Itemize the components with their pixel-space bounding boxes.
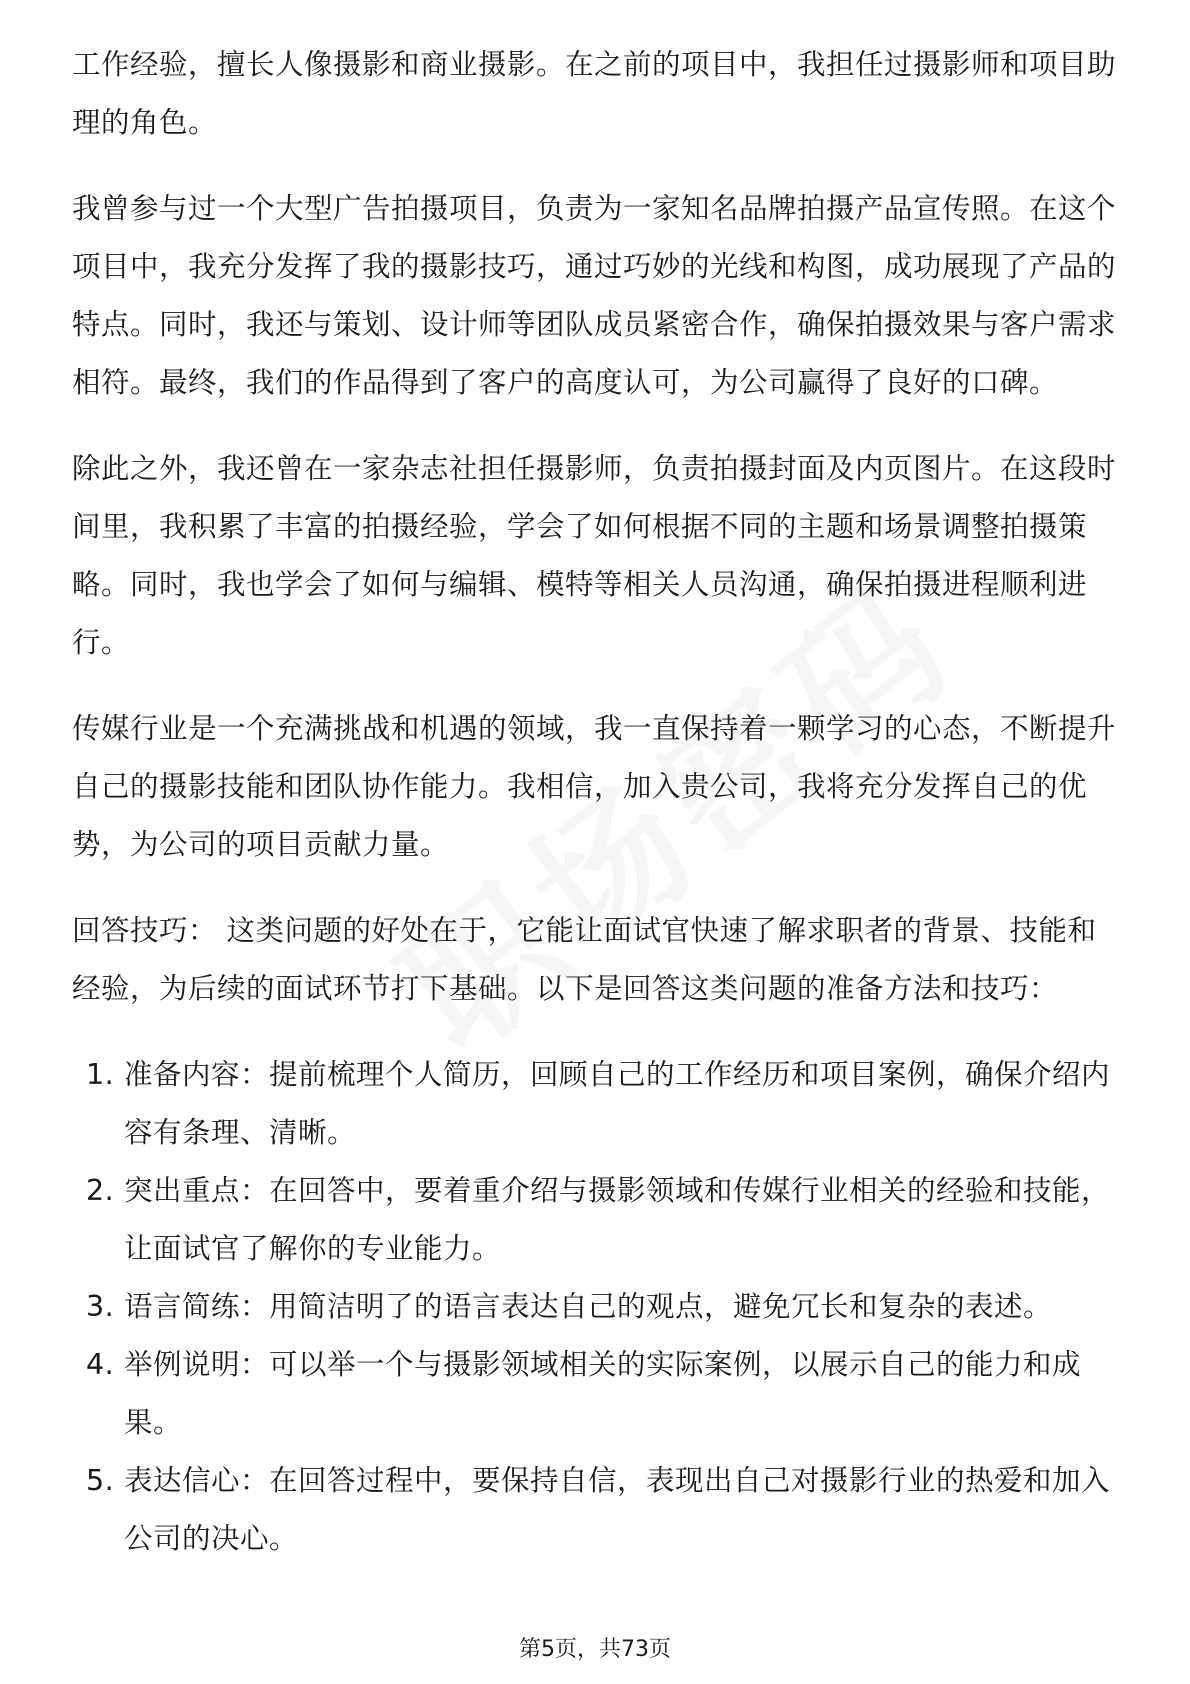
paragraph-experience-intro: 工作经验，擅长人像摄影和商业摄影。在之前的项目中，我担任过摄影师和项目助理的角色。 — [72, 48, 1117, 139]
list-item-text: 准备内容：提前梳理个人简历，回顾自己的工作经历和项目案例，确保介绍内容有条理、清晰。 — [124, 1058, 1111, 1149]
list-number: 2. — [86, 1174, 115, 1207]
list-number: 1. — [86, 1058, 115, 1091]
list-item — [72, 1162, 1122, 1278]
document-page — [72, 36, 1122, 1568]
list-number: 5. — [86, 1464, 115, 1497]
list-item — [72, 1336, 1122, 1452]
list-item — [72, 1278, 1122, 1336]
list-item-text: 突出重点：在回答中，要着重介绍与摄影领域和传媒行业相关的经验和技能，让面试官了解你的专业能力。 — [124, 1174, 1111, 1265]
paragraph-ad-project: 我曾参与过一个大型广告拍摄项目，负责为一家知名品牌拍摄产品宣传照。在这个项目中，我充分发挥了我的摄影技巧，通过巧妙的光线和构图，成功展现了产品的特点。同时，我还与策划、设计师等团队成员紧密合作，确保拍摄效果与客户需求相符。最终，我们的作品得到了客户的高度认可，为公司赢得了良好的口碑。 — [72, 192, 1117, 399]
paragraph-magazine: 除此之外，我还曾在一家杂志社担任摄影师，负责拍摄封面及内页图片。在这段时间里，我积累了丰富的拍摄经验，学会了如何根据不同的主题和场景调整拍摄策略。同时，我也学会了如何与编辑、模特等相关人员沟通，确保拍摄进程顺利进行。 — [72, 452, 1117, 659]
tips-list — [72, 1046, 1122, 1568]
list-item-text: 举例说明：可以举一个与摄影领域相关的实际案例，以展示自己的能力和成果。 — [124, 1348, 1082, 1439]
list-item-text: 表达信心：在回答过程中，要保持自信，表现出自己对摄影行业的热爱和加入公司的决心。 — [124, 1464, 1111, 1555]
list-number: 3. — [86, 1290, 115, 1323]
list-item — [72, 1046, 1122, 1162]
page-indicator: 第5页，共73页 — [519, 1637, 671, 1662]
paragraph-media-industry: 传媒行业是一个充满挑战和机遇的领域，我一直保持着一颗学习的心态，不断提升自己的摄影技能和团队协作能力。我相信，加入贵公司，我将充分发挥自己的优势，为公司的项目贡献力量。 — [72, 712, 1117, 861]
list-item-text: 语言简练：用简洁明了的语言表达自己的观点，避免冗长和复杂的表述。 — [124, 1290, 1053, 1323]
list-number: 4. — [86, 1348, 115, 1381]
paragraph-answer-tips: 回答技巧： 这类问题的好处在于，它能让面试官快速了解求职者的背景、技能和经验，为后续的面试环节打下基础。以下是回答这类问题的准备方法和技巧： — [72, 914, 1097, 1005]
list-item — [72, 1452, 1122, 1568]
